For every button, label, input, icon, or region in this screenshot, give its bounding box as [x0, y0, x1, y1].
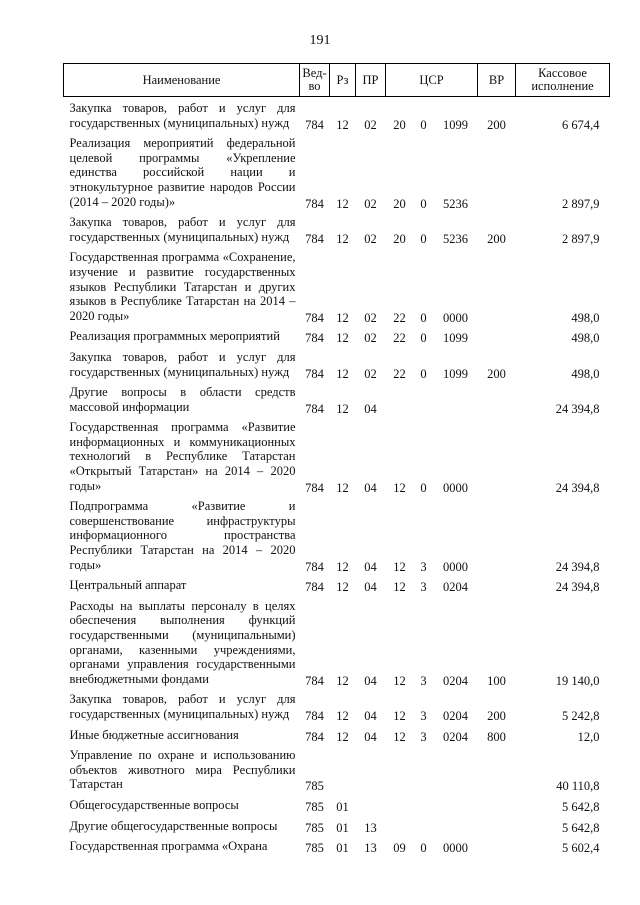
row-rz: 12 — [336, 117, 349, 132]
row-pr: 04 — [364, 559, 377, 574]
table-row — [64, 495, 610, 574]
row-pr: 02 — [364, 231, 377, 246]
row-vr: 200 — [487, 366, 506, 381]
row-csr-program: 22 — [393, 310, 406, 325]
table-row — [64, 688, 610, 723]
table-row — [64, 794, 610, 815]
row-pr: 04 — [364, 673, 377, 688]
row-csr-program: 22 — [393, 331, 406, 346]
row-pr: 02 — [364, 310, 377, 325]
row-csr-code: 5236 — [443, 231, 469, 246]
row-amount: 5 242,8 — [562, 708, 600, 723]
row-name: Управление по охране и использованию объектов животного мира Республики Татарстан — [69, 748, 296, 792]
row-ved: 784 — [305, 117, 324, 132]
row-csr-code: 1099 — [443, 117, 469, 132]
table-row — [64, 416, 610, 495]
row-csr-subprogram — [414, 744, 434, 794]
row-csr-subprogram: 3 — [420, 580, 427, 595]
row-rz: 12 — [336, 559, 349, 574]
row-vr — [478, 574, 516, 595]
row-csr-program: 12 — [393, 708, 406, 723]
row-name: Закупка товаров, работ и услуг для государственных (муниципальных) нужд — [69, 101, 296, 130]
table-row — [64, 815, 610, 836]
row-csr-subprogram: 0 — [420, 196, 427, 211]
row-amount: 498,0 — [571, 310, 600, 325]
header-pr: ПР — [356, 64, 386, 97]
row-pr: 13 — [364, 841, 377, 856]
row-ved: 784 — [305, 196, 324, 211]
row-ved: 785 — [305, 841, 324, 856]
row-vr: 200 — [487, 708, 506, 723]
table-row — [64, 574, 610, 595]
row-amount: 498,0 — [571, 366, 600, 381]
table-row — [64, 835, 610, 856]
row-csr-program — [386, 794, 414, 815]
row-amount: 12,0 — [577, 729, 600, 744]
row-csr-program — [386, 815, 414, 836]
row-ved: 784 — [305, 480, 324, 495]
row-vr — [478, 325, 516, 346]
row-vr — [478, 495, 516, 574]
row-csr-subprogram: 0 — [420, 310, 427, 325]
row-vr — [478, 815, 516, 836]
row-ved: 784 — [305, 708, 324, 723]
row-name: Другие вопросы в области средств массовой информации — [69, 385, 296, 414]
row-rz: 12 — [336, 708, 349, 723]
table-row — [64, 246, 610, 325]
row-name: Реализация программных мероприятий — [69, 329, 280, 344]
row-csr-subprogram — [414, 794, 434, 815]
row-amount: 5 642,8 — [562, 820, 600, 835]
row-vr — [478, 744, 516, 794]
row-rz: 12 — [336, 673, 349, 688]
row-csr-code: 0000 — [443, 310, 469, 325]
row-rz: 12 — [336, 729, 349, 744]
row-name: Государственная программа «Сохранение, изучение и развитие государственных языков Республики Татарстан и других языков в Республике Татарстан на 2014 – 2020 годы» — [69, 250, 296, 323]
row-vr — [478, 416, 516, 495]
table-header-row — [64, 64, 610, 97]
row-pr: 02 — [364, 196, 377, 211]
row-csr-subprogram: 3 — [420, 729, 427, 744]
row-ved: 785 — [305, 779, 324, 794]
header-csr: ЦСР — [386, 64, 478, 97]
row-pr — [356, 794, 386, 815]
row-amount: 2 897,9 — [562, 231, 600, 246]
table-row — [64, 724, 610, 745]
row-csr-subprogram — [414, 815, 434, 836]
row-csr-program: 22 — [393, 366, 406, 381]
row-pr: 02 — [364, 331, 377, 346]
table-row — [64, 325, 610, 346]
row-pr — [356, 744, 386, 794]
row-ved: 784 — [305, 559, 324, 574]
row-pr: 13 — [364, 820, 377, 835]
row-name: Государственная программа «Охрана — [69, 839, 268, 854]
row-csr-code: 0000 — [443, 841, 469, 856]
row-csr-program: 12 — [393, 559, 406, 574]
row-csr-program: 20 — [393, 196, 406, 211]
row-ved: 784 — [305, 331, 324, 346]
row-csr-code: 1099 — [443, 331, 469, 346]
row-csr-code: 5236 — [443, 196, 469, 211]
row-ved: 784 — [305, 231, 324, 246]
row-amount: 24 394,8 — [555, 559, 600, 574]
row-csr-subprogram: 3 — [420, 673, 427, 688]
row-amount: 24 394,8 — [555, 580, 600, 595]
row-vr — [478, 246, 516, 325]
row-csr-code: 0204 — [443, 580, 469, 595]
row-name: Подпрограмма «Развитие и совершенствование инфраструктуры информационного пространства Республики Татарстан на 2014 – 2020 годы» — [69, 499, 296, 572]
row-csr-code: 0204 — [443, 729, 469, 744]
header-name: Наименование — [64, 64, 300, 97]
header-amount: Кассовое исполнение — [516, 64, 610, 97]
row-name: Закупка товаров, работ и услуг для государственных (муниципальных) нужд — [69, 215, 296, 244]
row-ved: 785 — [305, 820, 324, 835]
row-csr-code: 1099 — [443, 366, 469, 381]
row-amount: 19 140,0 — [555, 673, 600, 688]
row-amount: 24 394,8 — [555, 401, 600, 416]
table-row — [64, 595, 610, 689]
row-csr-code — [434, 794, 478, 815]
row-rz: 01 — [336, 820, 349, 835]
row-rz: 12 — [336, 310, 349, 325]
table-row — [64, 97, 610, 133]
row-rz: 12 — [336, 366, 349, 381]
row-csr-code — [434, 744, 478, 794]
row-csr-program: 12 — [393, 673, 406, 688]
table-row — [64, 211, 610, 246]
row-csr-program: 12 — [393, 729, 406, 744]
row-amount: 2 897,9 — [562, 196, 600, 211]
row-ved: 784 — [305, 310, 324, 325]
row-csr-code: 0204 — [443, 708, 469, 723]
row-rz: 12 — [336, 480, 349, 495]
row-pr: 02 — [364, 366, 377, 381]
row-csr-subprogram: 3 — [420, 708, 427, 723]
row-amount: 6 674,4 — [562, 117, 600, 132]
table-row — [64, 346, 610, 381]
row-name: Расходы на выплаты персоналу в целях обеспечения выполнения функций государственными (муниципальными) органами, казенными учреждениями, органами управления государственными внебюджетными фондами — [69, 598, 296, 686]
row-csr-program: 09 — [393, 841, 406, 856]
row-name: Другие общегосударственные вопросы — [69, 818, 278, 833]
row-csr-subprogram: 0 — [420, 117, 427, 132]
row-csr-program — [386, 381, 414, 416]
row-rz: 01 — [336, 841, 349, 856]
row-ved: 784 — [305, 366, 324, 381]
row-csr-program: 12 — [393, 480, 406, 495]
row-name: Государственная программа «Развитие информационных и коммуникационных технологий в Республике Татарстан «Открытый Татарстан» на 2014 – 2020 годы» — [69, 420, 296, 493]
row-csr-subprogram — [414, 381, 434, 416]
row-name: Центральный аппарат — [69, 578, 187, 593]
row-csr-subprogram: 0 — [420, 366, 427, 381]
row-rz — [330, 744, 356, 794]
row-csr-program: 12 — [393, 580, 406, 595]
header-vr: ВР — [478, 64, 516, 97]
row-csr-subprogram: 0 — [420, 480, 427, 495]
row-ved: 784 — [305, 580, 324, 595]
row-name: Реализация мероприятий федеральной целевой программы «Укрепление единства российской нации и этнокультурное развитие народов России (2014 – 2020 годы)» — [69, 136, 296, 209]
row-vr — [478, 794, 516, 815]
page-number: 191 — [309, 33, 331, 48]
header-ved: Вед- во — [300, 64, 330, 97]
row-csr-subprogram: 0 — [420, 331, 427, 346]
row-rz: 12 — [336, 231, 349, 246]
row-vr — [478, 132, 516, 211]
row-csr-code: 0000 — [443, 480, 469, 495]
row-csr-subprogram: 0 — [420, 841, 427, 856]
row-pr: 04 — [364, 580, 377, 595]
table-row — [64, 132, 610, 211]
row-amount: 24 394,8 — [555, 480, 600, 495]
row-rz: 12 — [336, 401, 349, 416]
row-pr: 02 — [364, 117, 377, 132]
row-csr-code: 0000 — [443, 559, 469, 574]
row-rz: 01 — [336, 799, 349, 814]
row-rz: 12 — [336, 196, 349, 211]
row-pr: 04 — [364, 729, 377, 744]
row-csr-code: 0204 — [443, 673, 469, 688]
row-name: Закупка товаров, работ и услуг для государственных (муниципальных) нужд — [69, 349, 296, 379]
row-ved: 784 — [305, 729, 324, 744]
row-csr-program — [386, 744, 414, 794]
row-csr-subprogram: 0 — [420, 231, 427, 246]
row-amount: 5 642,8 — [562, 799, 600, 814]
row-pr: 04 — [364, 401, 377, 416]
row-amount: 5 602,4 — [562, 841, 600, 856]
table-row — [64, 381, 610, 416]
row-ved: 785 — [305, 799, 324, 814]
table-row — [64, 744, 610, 794]
row-ved: 784 — [305, 673, 324, 688]
row-pr: 04 — [364, 480, 377, 495]
row-csr-program: 20 — [393, 231, 406, 246]
row-name: Общегосударственные вопросы — [69, 797, 239, 812]
row-name: Закупка товаров, работ и услуг для государственных (муниципальных) нужд — [69, 692, 296, 721]
row-vr — [478, 835, 516, 856]
row-csr-subprogram: 3 — [420, 559, 427, 574]
row-rz: 12 — [336, 580, 349, 595]
row-csr-code — [434, 815, 478, 836]
row-name: Иные бюджетные ассигнования — [69, 727, 239, 742]
row-vr: 200 — [487, 117, 506, 132]
row-vr: 800 — [487, 729, 506, 744]
row-ved: 784 — [305, 401, 324, 416]
row-amount: 40 110,8 — [556, 779, 600, 794]
row-csr-code — [434, 381, 478, 416]
budget-table — [63, 63, 610, 856]
row-amount: 498,0 — [571, 331, 600, 346]
row-vr: 200 — [487, 231, 506, 246]
row-rz: 12 — [336, 331, 349, 346]
row-csr-program: 20 — [393, 117, 406, 132]
row-vr — [478, 381, 516, 416]
row-vr: 100 — [487, 673, 506, 688]
row-pr: 04 — [364, 708, 377, 723]
header-rz: Рз — [330, 64, 356, 97]
